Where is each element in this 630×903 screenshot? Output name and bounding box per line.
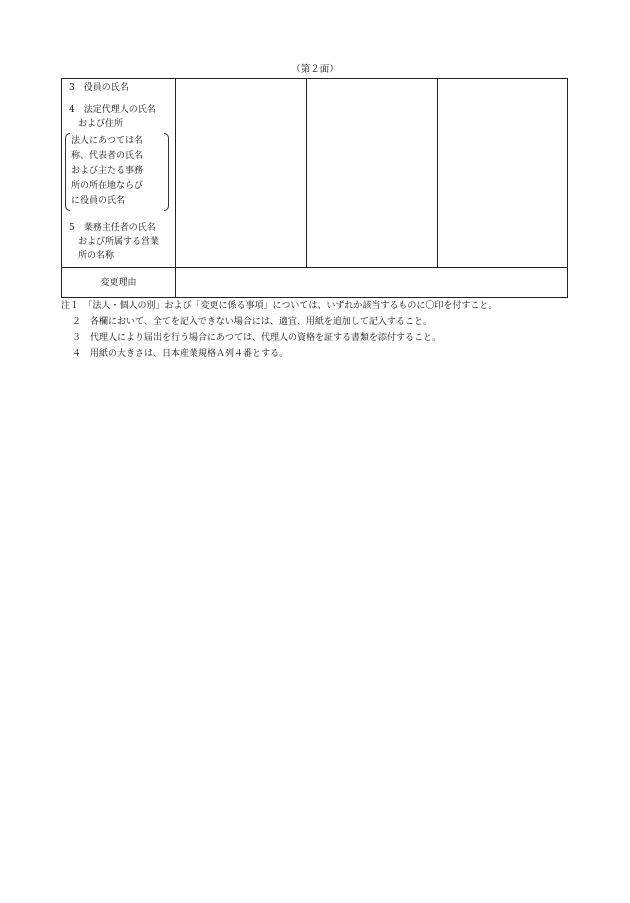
manager-label-2: および所属する営業 <box>78 237 160 247</box>
legal-rep-label-1: 4 法定代理人の氏名 <box>69 105 156 115</box>
left-bracket <box>65 133 70 211</box>
legal-rep-note-line: 法人にあつては名 <box>71 136 144 146</box>
note-line: ２ 各欄において、全てを記入できない場合には、適宜、用紙を追加して記入すること。 <box>72 317 432 327</box>
legal-rep-note-line: 所の所在地ならび <box>71 181 144 191</box>
entry-cell-3[interactable] <box>438 79 568 268</box>
entry-cell-2[interactable] <box>307 79 438 268</box>
reason-label: 変更理由 <box>100 278 137 288</box>
label-cell-main <box>62 79 176 268</box>
officers-label: 3 役員の氏名 <box>69 83 129 93</box>
legal-rep-note-line: および主たる事務 <box>71 166 144 176</box>
reason-entry-cell[interactable] <box>176 268 568 298</box>
manager-label-1: 5 業務主任者の氏名 <box>69 223 156 233</box>
legal-rep-label-2: および住所 <box>78 119 124 129</box>
note-line: 注１ 「法人・個人の別」および「変更に係る事項」については、いずれか該当するものに〇印を付すこと。 <box>61 301 498 311</box>
reason-label-cell <box>62 268 176 298</box>
form-table <box>61 78 568 298</box>
right-bracket <box>164 133 169 211</box>
legal-rep-note-line: 称、代表者の氏名 <box>71 151 144 161</box>
legal-rep-note <box>65 133 169 211</box>
page-label: （第２面） <box>291 64 339 75</box>
entry-cell-1[interactable] <box>176 79 307 268</box>
note-line: ４ 用紙の大きさは、日本産業規格Ａ列４番とする。 <box>72 349 289 359</box>
legal-rep-note-line: に役員の氏名 <box>71 196 126 206</box>
note-line: ３ 代理人により届出を行う場合にあつては、代理人の資格を証する書類を添付すること。 <box>72 333 442 343</box>
manager-label-3: 所の名称 <box>78 251 115 261</box>
